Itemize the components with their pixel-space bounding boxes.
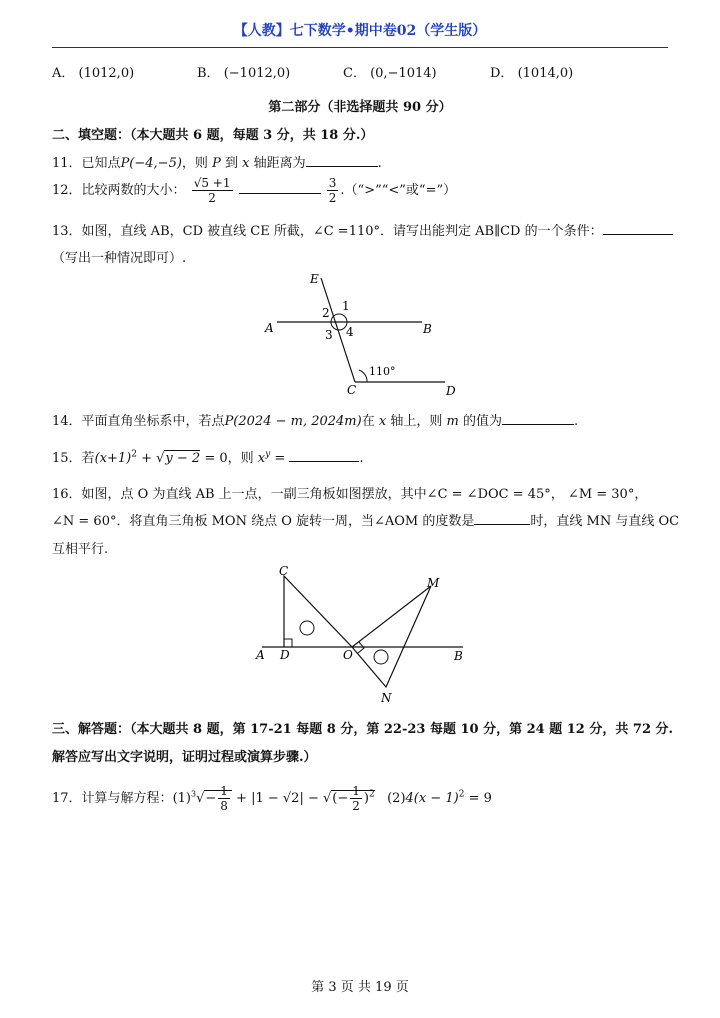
angle-label-1: 1 bbox=[342, 299, 350, 313]
figure-triangle-boards bbox=[248, 562, 478, 710]
label-m: M bbox=[427, 576, 440, 590]
fraction-1-over-2: $\frac{1}{2}$ bbox=[352, 784, 360, 813]
answer-blank[interactable] bbox=[474, 524, 530, 525]
question-11: 11．已知点P(−4,−5)，则 P 到 x 轴距离为 . bbox=[52, 156, 382, 171]
label-o: O bbox=[343, 648, 353, 662]
triangle-hole-left bbox=[300, 621, 314, 635]
fraction-3-over-2: $\frac{3}{2}$ bbox=[328, 176, 337, 205]
angle-label-4: 4 bbox=[346, 325, 354, 339]
angle-label-2: 2 bbox=[322, 306, 330, 320]
figure-parallel-lines bbox=[255, 266, 485, 401]
question-14: 14．平面直角坐标系中，若点P(2024 − m, 2024m)在 x 轴上，则 m 的值为 . bbox=[52, 414, 579, 429]
label-b: B bbox=[454, 649, 463, 663]
right-angle-d bbox=[284, 639, 292, 647]
label-e: E bbox=[310, 272, 319, 286]
answer-blank[interactable] bbox=[502, 424, 574, 425]
option-c: C． (0,−1014) bbox=[343, 66, 437, 81]
document-header: 【人教】七下数学•期中卷02（学生版） bbox=[233, 23, 487, 39]
fraction-1-over-8: $\frac{1}{8}$ bbox=[220, 784, 228, 813]
fraction-sqrt5-plus-1-over-2: $\frac{√5 +1}{2}$ bbox=[193, 176, 231, 205]
label-c: C bbox=[347, 383, 357, 397]
triangle-cdo bbox=[284, 576, 352, 647]
radical-sign: √ bbox=[156, 451, 165, 466]
header-divider bbox=[52, 47, 668, 48]
label-c: C bbox=[279, 564, 289, 578]
triangle-hole-right bbox=[374, 650, 388, 664]
label-b: B bbox=[423, 322, 432, 336]
label-a: A bbox=[256, 648, 265, 662]
option-d: D． (1014,0) bbox=[490, 66, 574, 81]
section-fill-blank-title: 二、填空题：（本大题共 6 题，每题 3 分，共 18 分.） bbox=[52, 128, 374, 143]
question-16-line2: ∠N = 60°．将直角三角板 MON 绕点 O 旋转一周，当∠AOM 的度数是 时，直线 MN 与直线 OC bbox=[52, 514, 680, 529]
angle-arc-c bbox=[359, 370, 367, 382]
question-17: 17．计算与解方程：$(1)^3√-$ $\frac{1}{8}$ + |1 − √2| − √(− $\frac{1}{2}$ )$^2$ $(2)4(x - 1)^2 = 9$ bbox=[52, 784, 492, 813]
angle-label-110: 110° bbox=[369, 365, 396, 378]
answer-blank[interactable] bbox=[239, 193, 321, 194]
angle-label-3: 3 bbox=[325, 328, 333, 342]
question-13: 13．如图，直线 AB，CD 被直线 CE 所截，∠C =110°．请写出能判定 AB∥CD 的一个条件： bbox=[52, 220, 673, 239]
section-solve-note: 解答应写出文字说明，证明过程或演算步骤.） bbox=[52, 750, 317, 765]
question-16: 16．如图，点 O 为直线 AB 上一点，一副三角板如图摆放，其中∠C = ∠DOC = 45°， ∠M = 30°， bbox=[52, 487, 648, 502]
question-12: 12．比较两数的大小： $\frac{√5 +1}{2}$ $\frac{3}{2}$ .（“>”“<”或“=”） bbox=[52, 176, 457, 205]
label-d: D bbox=[280, 648, 290, 662]
option-a: A． (1012,0) bbox=[52, 66, 135, 81]
section-solve-title: 三、解答题：（本大题共 8 题，第 17-21 每题 8 分，第 22-23 每题 10 分，第 24 题 12 分，共 72 分. bbox=[52, 722, 674, 737]
question-16-line3: 互相平行. bbox=[52, 542, 109, 557]
label-a: A bbox=[265, 321, 274, 335]
label-d: D bbox=[446, 384, 456, 398]
question-13-note: （写出一种情况即可）. bbox=[52, 251, 187, 266]
answer-blank[interactable] bbox=[603, 234, 673, 235]
triangle-mon bbox=[352, 586, 431, 687]
question-15: 15．若$(x+1)^2 + √y - 2 = 0$，则 $x^y$ = . bbox=[52, 449, 364, 466]
label-n: N bbox=[381, 691, 392, 705]
page-footer: 第 3 页 共 19 页 bbox=[311, 980, 409, 995]
answer-blank[interactable] bbox=[289, 461, 359, 462]
answer-blank[interactable] bbox=[306, 166, 378, 167]
part-two-title: 第二部分（非选择题共 90 分） bbox=[268, 100, 452, 115]
option-b: B． (−1012,0) bbox=[197, 66, 291, 81]
